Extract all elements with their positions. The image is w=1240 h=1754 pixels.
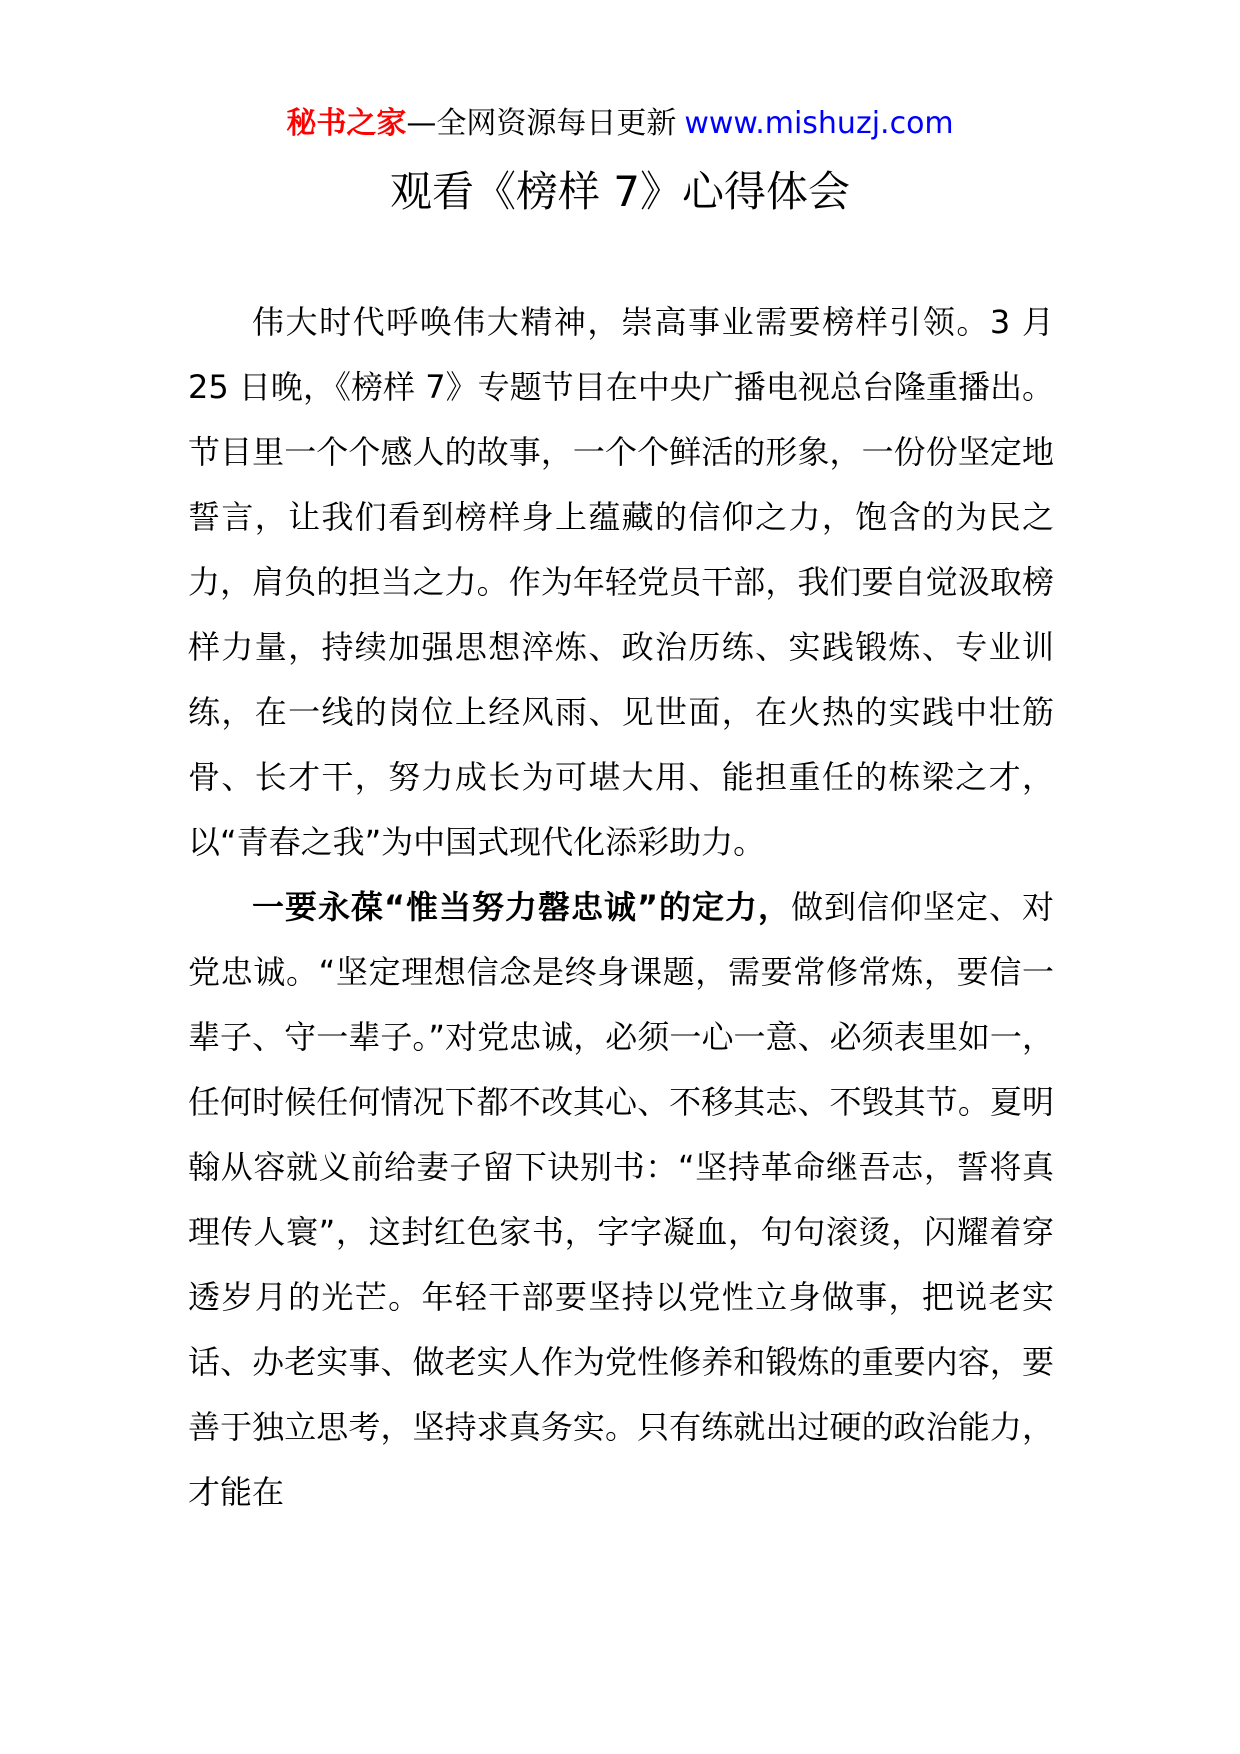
- paragraph-text: 伟大时代呼唤伟大精神，崇高事业需要榜样引领。3 月 25 日晚，《榜样 7》专题节目在中央广播电视总台隆重播出。节目里一个个感人的故事，一个个鲜活的形象，一份份坚定地誓言，让我们看到榜样身上蕴藏的信仰之力，饱含的为民之力，肩负的担当之力。作为年轻党员干部，我们要自觉汲取榜样力量，持续加强思想淬炼、政治历练、实践锻炼、专业训练，在一线的岗位上经风雨、见世面，在火热的实践中壮筋骨、长才干，努力成长为可堪大用、能担重任的栋梁之才，以“青春之我”为中国式现代化添彩助力。: [188, 303, 1054, 861]
- paragraph-text: 做到信仰坚定、对党忠诚。“坚定理想信念是终身课题，需要常修常炼，要信一辈子、守一辈子。”对党忠诚，必须一心一意、必须表里如一，任何时候任何情况下都不改其心、不移其志、不毁其节。夏明翰从容就义前给妻子留下诀别书：“坚持革命继吾志，誓将真理传人寰”，这封红色家书，字字凝血，句句滚烫，闪耀着穿透岁月的光芒。年轻干部要坚持以党性立身做事，把说老实话、办老实事、做老实人作为党性修养和锻炼的重要内容，要善于独立思考，坚持求真务实。只有练就出过硬的政治能力，才能在: [188, 888, 1054, 1511]
- paragraph-intro: [188, 290, 1054, 875]
- document-body: [188, 290, 1054, 1525]
- document-title: 观看《榜样 7》心得体会: [389, 167, 851, 216]
- site-url-link[interactable]: www.mishuzj.com: [684, 106, 954, 141]
- brand-name: 秘书之家: [286, 106, 407, 141]
- site-header: [0, 104, 1240, 144]
- paragraph-lead: 一要永葆“惟当努力罄忠诚”的定力，: [252, 888, 791, 926]
- paragraph-point-one: [188, 875, 1054, 1525]
- header-slogan: —全网资源每日更新: [406, 106, 677, 141]
